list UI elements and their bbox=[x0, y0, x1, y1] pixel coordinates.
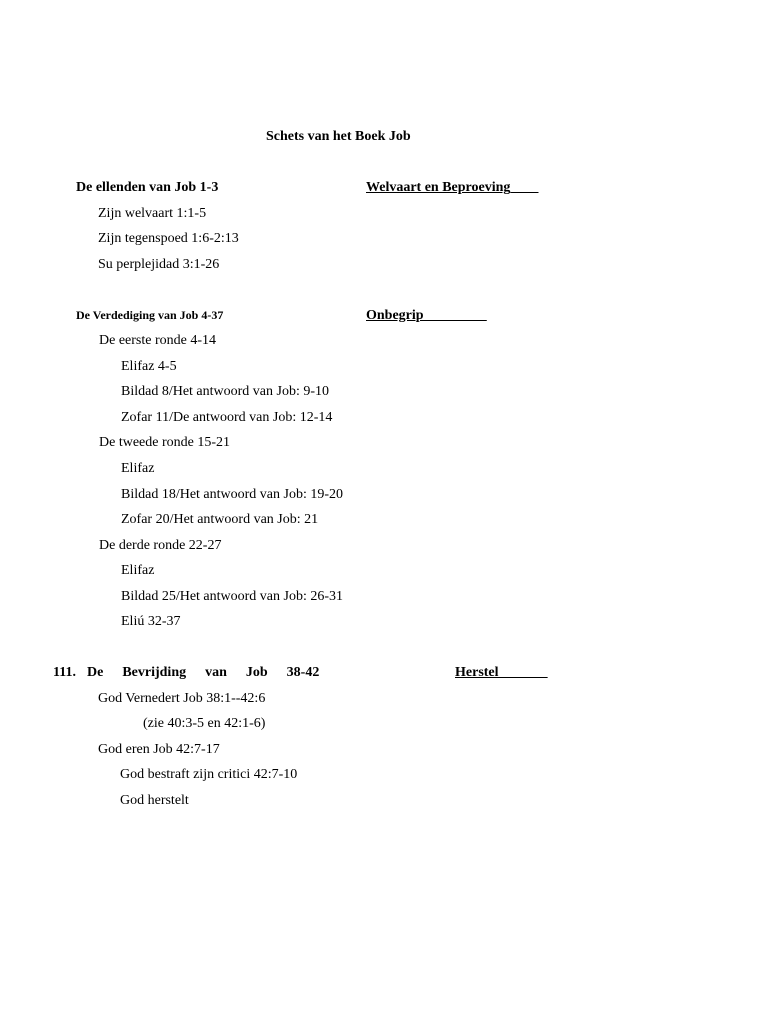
round-2-label: De tweede ronde 15-21 bbox=[99, 435, 231, 450]
section-1-item-1: Zijn welvaart 1:1-5 bbox=[98, 206, 207, 221]
round-2-item-2: Bildad 18/Het antwoord van Job: 19-20 bbox=[121, 487, 344, 502]
section-1-theme: Welvaart en Beproeving____ bbox=[366, 180, 539, 195]
section-3-number: 111. bbox=[53, 665, 76, 680]
round-3-item-3: Eliú 32-37 bbox=[121, 614, 181, 629]
round-1-item-1: Elifaz 4-5 bbox=[121, 359, 177, 374]
section-1-item-3: Su perplejidad 3:1-26 bbox=[98, 257, 220, 272]
round-1-label: De eerste ronde 4-14 bbox=[99, 333, 217, 348]
section-3-item-3: God eren Job 42:7-17 bbox=[98, 742, 220, 757]
round-3-item-2: Bildad 25/Het antwoord van Job: 26-31 bbox=[121, 589, 344, 604]
document-title: Schets van het Boek Job bbox=[266, 129, 411, 144]
section-3-item-5: God herstelt bbox=[120, 793, 189, 808]
round-3-item-1: Elifaz bbox=[121, 563, 155, 578]
round-3-label: De derde ronde 22-27 bbox=[99, 538, 222, 553]
round-2-item-3: Zofar 20/Het antwoord van Job: 21 bbox=[121, 512, 319, 527]
section-1-heading: De ellenden van Job 1-3 bbox=[76, 180, 219, 195]
section-3-item-1: God Vernedert Job 38:1--42:6 bbox=[98, 691, 266, 706]
section-3-heading: De Bevrijding van Job 38-42 bbox=[87, 665, 320, 680]
section-2-theme: Onbegrip_________ bbox=[366, 308, 487, 323]
round-1-item-3: Zofar 11/De antwoord van Job: 12-14 bbox=[121, 410, 333, 425]
round-1-item-2: Bildad 8/Het antwoord van Job: 9-10 bbox=[121, 384, 330, 399]
section-2-heading: De Verdediging van Job 4-37 bbox=[76, 308, 224, 322]
section-3-item-4: God bestraft zijn critici 42:7-10 bbox=[120, 767, 298, 782]
section-3-item-2: (zie 40:3-5 en 42:1-6) bbox=[143, 716, 266, 731]
round-2-item-1: Elifaz bbox=[121, 461, 155, 476]
section-3-theme: Herstel_______ bbox=[455, 665, 548, 680]
section-1-item-2: Zijn tegenspoed 1:6-2:13 bbox=[98, 231, 239, 246]
